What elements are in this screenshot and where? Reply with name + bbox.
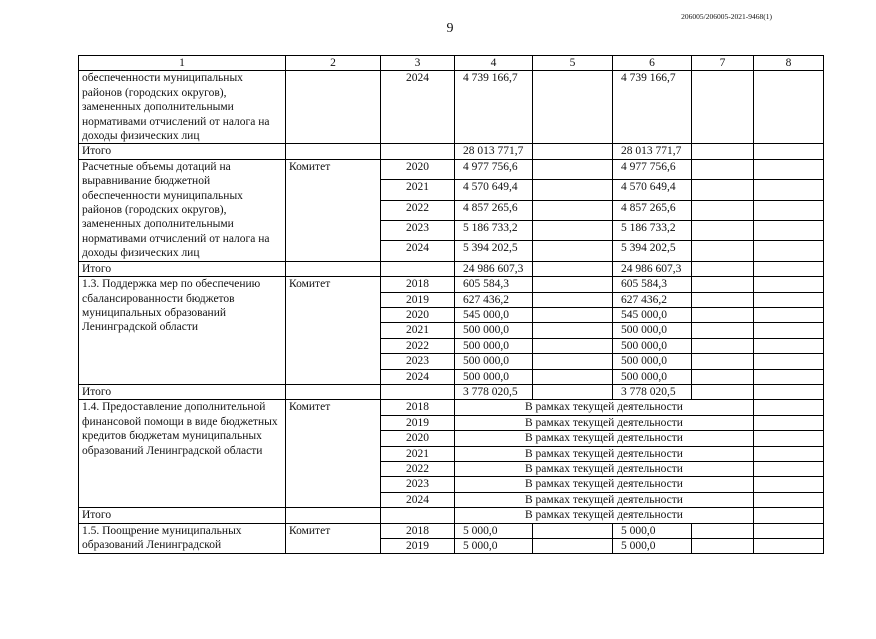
year-cell: 2024	[381, 241, 455, 261]
empty-cell	[286, 384, 381, 399]
year-cell: 2024	[381, 369, 455, 384]
program-name-cell: Расчетные объемы дотаций на выравнивание бюджетной обеспеченности муниципальных районов (городских округов), замененных дополнительными нормативами отчислений от налога на доходы физических лиц	[79, 159, 286, 261]
amount-cell: 500 000,0	[613, 354, 692, 369]
year-cell: 2021	[381, 323, 455, 338]
empty-cell	[533, 180, 613, 200]
empty-cell	[381, 144, 455, 159]
amount-cell: 5 186 733,2	[455, 220, 533, 240]
empty-cell	[692, 241, 754, 261]
amount-cell: 4 857 265,6	[613, 200, 692, 220]
year-cell: 2018	[381, 277, 455, 292]
empty-cell	[692, 261, 754, 276]
empty-cell	[533, 277, 613, 292]
total-label-cell: Итого	[79, 508, 286, 523]
total-row	[79, 144, 824, 159]
program-name-cell: обеспеченности муниципальных районов (городских округов), замененных дополнительными нормативами отчислений от налога на доходы физических лиц	[79, 71, 286, 144]
total-row	[79, 508, 824, 523]
year-cell: 2018	[381, 400, 455, 415]
empty-cell	[286, 508, 381, 523]
agency-cell: Комитет	[286, 400, 381, 508]
amount-cell: 5 394 202,5	[455, 241, 533, 261]
empty-cell	[692, 523, 754, 538]
empty-cell	[754, 492, 824, 507]
column-header: 7	[692, 56, 754, 71]
empty-cell	[533, 384, 613, 399]
year-cell: 2022	[381, 200, 455, 220]
empty-cell	[533, 338, 613, 353]
empty-cell	[381, 384, 455, 399]
amount-cell: 545 000,0	[613, 307, 692, 322]
year-cell: 2021	[381, 446, 455, 461]
empty-cell	[754, 431, 824, 446]
year-cell: 2023	[381, 354, 455, 369]
empty-cell	[754, 220, 824, 240]
year-cell: 2019	[381, 292, 455, 307]
empty-cell	[754, 277, 824, 292]
column-header: 5	[533, 56, 613, 71]
amount-cell: 627 436,2	[613, 292, 692, 307]
empty-cell	[533, 539, 613, 554]
empty-cell	[692, 292, 754, 307]
empty-cell	[533, 241, 613, 261]
empty-cell	[754, 200, 824, 220]
table-body	[79, 71, 824, 554]
total-amount-cell: 3 778 020,5	[455, 384, 533, 399]
empty-cell	[754, 261, 824, 276]
column-header: 2	[286, 56, 381, 71]
amount-cell: 545 000,0	[455, 307, 533, 322]
empty-cell	[533, 354, 613, 369]
empty-cell	[533, 144, 613, 159]
total-amount-cell: 28 013 771,7	[613, 144, 692, 159]
total-amount-cell: 3 778 020,5	[613, 384, 692, 399]
amount-cell: 4 977 756,6	[613, 159, 692, 179]
year-cell: 2020	[381, 159, 455, 179]
column-header: 3	[381, 56, 455, 71]
total-amount-cell: 28 013 771,7	[455, 144, 533, 159]
amount-cell: 4 977 756,6	[455, 159, 533, 179]
amount-cell: 500 000,0	[613, 323, 692, 338]
year-cell: 2023	[381, 220, 455, 240]
total-amount-cell: 24 986 607,3	[455, 261, 533, 276]
agency-cell	[286, 71, 381, 144]
empty-cell	[754, 400, 824, 415]
empty-cell	[533, 523, 613, 538]
empty-cell	[533, 323, 613, 338]
empty-cell	[754, 144, 824, 159]
year-cell: 2019	[381, 415, 455, 430]
empty-cell	[692, 369, 754, 384]
table-row	[79, 277, 824, 292]
empty-cell	[754, 477, 824, 492]
empty-cell	[754, 461, 824, 476]
merged-status-cell: В рамках текущей деятельности	[455, 508, 754, 523]
merged-status-cell: В рамках текущей деятельности	[455, 492, 754, 507]
table-row	[79, 159, 824, 179]
year-cell: 2024	[381, 492, 455, 507]
merged-status-cell: В рамках текущей деятельности	[455, 477, 754, 492]
amount-cell: 500 000,0	[613, 369, 692, 384]
empty-cell	[533, 220, 613, 240]
empty-cell	[286, 261, 381, 276]
table-row	[79, 71, 824, 144]
empty-cell	[754, 338, 824, 353]
agency-cell: Комитет	[286, 277, 381, 385]
year-cell: 2024	[381, 71, 455, 144]
empty-cell	[533, 292, 613, 307]
budget-table	[78, 55, 824, 554]
year-cell: 2022	[381, 461, 455, 476]
amount-cell: 605 584,3	[455, 277, 533, 292]
year-cell: 2019	[381, 539, 455, 554]
empty-cell	[754, 415, 824, 430]
empty-cell	[692, 539, 754, 554]
empty-cell	[692, 220, 754, 240]
amount-cell: 500 000,0	[613, 338, 692, 353]
empty-cell	[754, 292, 824, 307]
empty-cell	[692, 144, 754, 159]
year-cell: 2021	[381, 180, 455, 200]
empty-cell	[533, 71, 613, 144]
year-cell: 2018	[381, 523, 455, 538]
empty-cell	[692, 384, 754, 399]
empty-cell	[754, 71, 824, 144]
column-header: 6	[613, 56, 692, 71]
total-label-cell: Итого	[79, 384, 286, 399]
empty-cell	[754, 508, 824, 523]
column-header: 4	[455, 56, 533, 71]
program-name-cell: 1.4. Предоставление дополнительной финансовой помощи в виде бюджетных кредитов бюджетам муниципальных образований Ленинградской области	[79, 400, 286, 508]
total-row	[79, 261, 824, 276]
amount-cell: 4 739 166,7	[455, 71, 533, 144]
empty-cell	[692, 307, 754, 322]
merged-status-cell: В рамках текущей деятельности	[455, 415, 754, 430]
empty-cell	[533, 261, 613, 276]
program-name-cell: 1.5. Поощрение муниципальных образований Ленинградской	[79, 523, 286, 554]
total-row	[79, 384, 824, 399]
empty-cell	[533, 200, 613, 220]
amount-cell: 4 739 166,7	[613, 71, 692, 144]
total-label-cell: Итого	[79, 144, 286, 159]
amount-cell: 500 000,0	[455, 369, 533, 384]
amount-cell: 4 857 265,6	[455, 200, 533, 220]
empty-cell	[754, 241, 824, 261]
program-name-cell: 1.3. Поддержка мер по обеспечению сбалансированности бюджетов муниципальных образований Ленинградской области	[79, 277, 286, 385]
year-cell: 2022	[381, 338, 455, 353]
total-label-cell: Итого	[79, 261, 286, 276]
empty-cell	[692, 180, 754, 200]
year-cell: 2020	[381, 307, 455, 322]
amount-cell: 5 186 733,2	[613, 220, 692, 240]
empty-cell	[754, 446, 824, 461]
empty-cell	[754, 323, 824, 338]
merged-status-cell: В рамках текущей деятельности	[455, 461, 754, 476]
table-row	[79, 523, 824, 538]
empty-cell	[692, 159, 754, 179]
amount-cell: 4 570 649,4	[613, 180, 692, 200]
empty-cell	[692, 71, 754, 144]
empty-cell	[754, 384, 824, 399]
empty-cell	[381, 261, 455, 276]
amount-cell: 627 436,2	[455, 292, 533, 307]
total-amount-cell: 24 986 607,3	[613, 261, 692, 276]
merged-status-cell: В рамках текущей деятельности	[455, 431, 754, 446]
amount-cell: 5 000,0	[455, 523, 533, 538]
column-header: 1	[79, 56, 286, 71]
empty-cell	[754, 539, 824, 554]
agency-cell: Комитет	[286, 523, 381, 554]
empty-cell	[754, 523, 824, 538]
amount-cell: 605 584,3	[613, 277, 692, 292]
empty-cell	[533, 159, 613, 179]
empty-cell	[692, 277, 754, 292]
empty-cell	[692, 200, 754, 220]
empty-cell	[754, 369, 824, 384]
page-number: 9	[446, 21, 454, 36]
merged-status-cell: В рамках текущей деятельности	[455, 446, 754, 461]
year-cell: 2023	[381, 477, 455, 492]
amount-cell: 5 000,0	[613, 523, 692, 538]
column-header: 8	[754, 56, 824, 71]
document-code: 206005/206005-2021-9468(1)	[681, 12, 772, 21]
table-header-row	[79, 56, 824, 71]
amount-cell: 5 000,0	[455, 539, 533, 554]
empty-cell	[692, 338, 754, 353]
amount-cell: 500 000,0	[455, 354, 533, 369]
amount-cell: 500 000,0	[455, 338, 533, 353]
empty-cell	[754, 180, 824, 200]
empty-cell	[754, 159, 824, 179]
empty-cell	[692, 354, 754, 369]
empty-cell	[754, 307, 824, 322]
merged-status-cell: В рамках текущей деятельности	[455, 400, 754, 415]
year-cell: 2020	[381, 431, 455, 446]
amount-cell: 5 394 202,5	[613, 241, 692, 261]
amount-cell: 500 000,0	[455, 323, 533, 338]
amount-cell: 5 000,0	[613, 539, 692, 554]
empty-cell	[381, 508, 455, 523]
empty-cell	[286, 144, 381, 159]
agency-cell: Комитет	[286, 159, 381, 261]
amount-cell: 4 570 649,4	[455, 180, 533, 200]
empty-cell	[533, 307, 613, 322]
table-row	[79, 400, 824, 415]
empty-cell	[754, 354, 824, 369]
empty-cell	[692, 323, 754, 338]
empty-cell	[533, 369, 613, 384]
